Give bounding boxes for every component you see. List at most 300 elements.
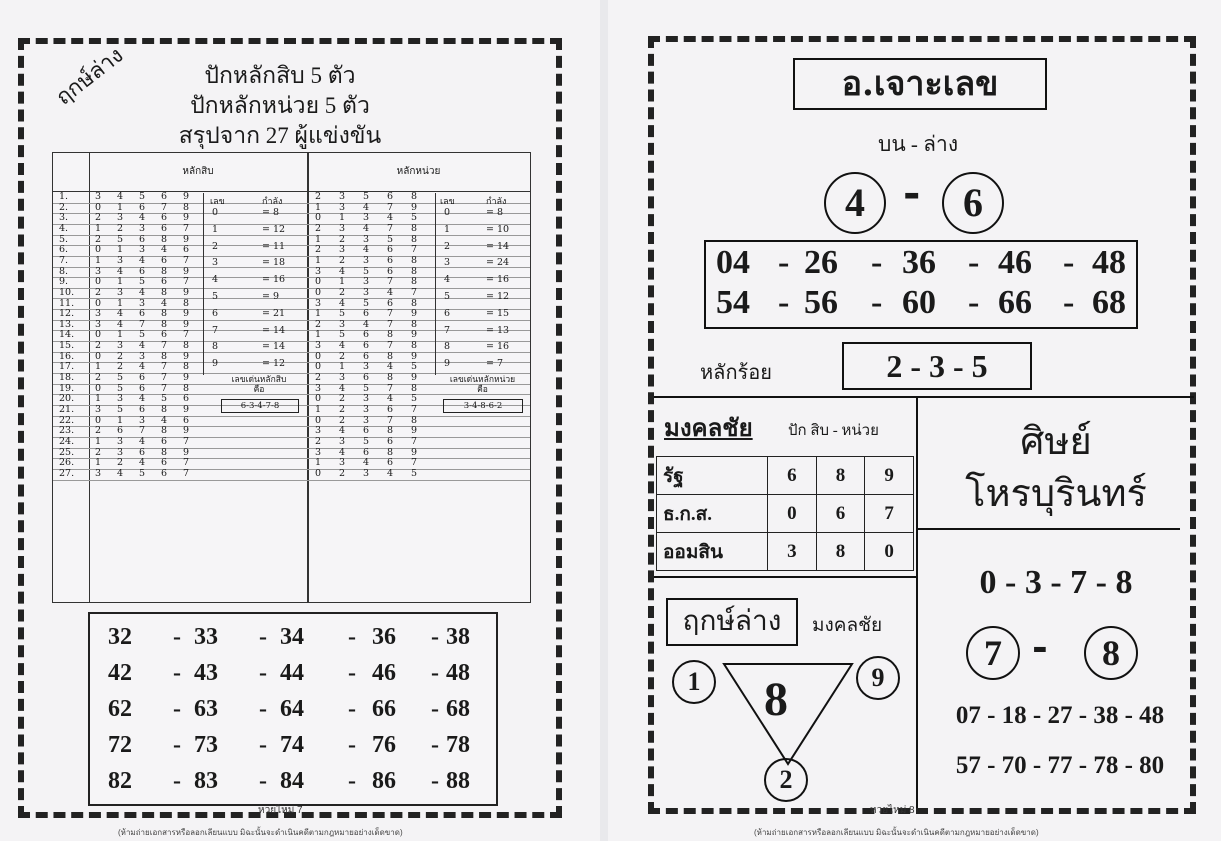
strength-digit: 3 xyxy=(444,257,451,269)
strength-digit: 8 xyxy=(444,341,451,353)
tens-digit: 3 xyxy=(139,297,146,309)
tens-digit: 6 xyxy=(117,425,124,437)
units-digit: 1 xyxy=(315,329,322,341)
grid-number: 48 xyxy=(1092,244,1126,281)
bottom-number: 44 xyxy=(280,660,304,686)
dash-separator: - xyxy=(431,696,439,722)
tens-digit: 8 xyxy=(183,201,190,213)
tens-digit: 3 xyxy=(117,286,124,298)
dash-separator: - xyxy=(173,696,181,722)
triangle-left: 1 xyxy=(672,660,716,704)
units-digit: 8 xyxy=(411,318,418,330)
tens-digit: 9 xyxy=(183,286,190,298)
tens-digit: 1 xyxy=(95,393,102,405)
bottom-number: 84 xyxy=(280,768,304,794)
tens-digit: 4 xyxy=(139,457,146,469)
units-digit: 3 xyxy=(363,361,370,373)
bottom-number: 86 xyxy=(372,768,396,794)
units-digit: 5 xyxy=(411,361,418,373)
tens-digit: 6 xyxy=(161,191,168,202)
units-digit: 7 xyxy=(411,404,418,415)
tens-digit: 7 xyxy=(183,467,190,479)
units-digit: 8 xyxy=(411,297,418,309)
units-digit: 8 xyxy=(411,382,418,394)
units-col-strength: กำลัง xyxy=(486,197,507,207)
units-digit: 9 xyxy=(411,201,418,213)
units-digit: 5 xyxy=(339,329,346,341)
tens-digit: 9 xyxy=(183,425,190,437)
dash-separator: - xyxy=(431,660,439,686)
bottom-row xyxy=(90,696,496,732)
tens-digit: 2 xyxy=(117,361,124,373)
units-digit: 0 xyxy=(315,286,322,298)
sin-line-2: โหรบุรินทร์ xyxy=(965,473,1147,515)
tens-digit: 7 xyxy=(183,222,190,234)
tens-digit: 2 xyxy=(95,233,102,245)
copyright-footer: (ห้ามถ่ายเอกสารหรือลอกเลียนแบบ มิฉะนั้นจะดำเนินคดีตามกฎหมายอย่างเด็ดขาด) xyxy=(754,828,1039,837)
bottom-number-box xyxy=(88,612,498,806)
tens-digit: 4 xyxy=(161,297,168,309)
units-digit: 5 xyxy=(363,297,370,309)
bank-name: รัฐ xyxy=(657,457,768,495)
tens-digit: 2 xyxy=(117,222,124,234)
mongkol-row xyxy=(657,533,914,571)
row-number: 8. xyxy=(59,265,69,277)
tens-digit: 6 xyxy=(161,222,168,234)
triangle-bottom: 2 xyxy=(764,758,808,802)
dash-separator: - xyxy=(348,660,356,686)
tens-digit: 9 xyxy=(183,372,190,384)
tens-digit: 1 xyxy=(117,276,124,288)
page-title: อ.เจาะเลข xyxy=(793,58,1047,110)
tens-digit: 4 xyxy=(161,244,168,256)
tens-digit: 2 xyxy=(117,457,124,469)
strength-digit: 5 xyxy=(444,291,451,302)
units-digit: 2 xyxy=(339,254,346,266)
dash-separator: - xyxy=(173,768,181,794)
dash-separator: - xyxy=(968,244,980,281)
dash-separator: - xyxy=(348,768,356,794)
tens-digit: 3 xyxy=(95,467,102,479)
units-digit: 1 xyxy=(339,276,346,288)
tens-digit: 7 xyxy=(161,361,168,373)
tens-digit: 5 xyxy=(139,329,146,341)
units-digit: 9 xyxy=(411,425,418,437)
strength-value: = 16 xyxy=(486,274,510,286)
bottom-row xyxy=(90,660,496,696)
dash-separator: - xyxy=(348,696,356,722)
strength-digit: 9 xyxy=(444,358,451,370)
strength-digit: 6 xyxy=(212,307,219,319)
strength-value: = 24 xyxy=(486,257,510,269)
fortune-label: ฤกษ์ล่าง xyxy=(666,598,798,646)
row-number: 24. xyxy=(59,435,75,447)
tens-digit: 6 xyxy=(183,244,190,256)
tens-digit: 6 xyxy=(161,435,168,447)
tens-digit: 3 xyxy=(95,191,102,202)
tens-digit: 3 xyxy=(139,350,146,362)
tens-digit: 9 xyxy=(183,404,190,415)
tens-digit: 0 xyxy=(95,201,102,213)
mongkol-subtitle: ปัก สิบ - หน่วย xyxy=(788,423,879,439)
tens-digit: 1 xyxy=(95,361,102,373)
mongkol-digit: 8 xyxy=(816,457,865,495)
tens-digit: 3 xyxy=(139,222,146,234)
units-digit: 7 xyxy=(411,286,418,298)
grid-number: 68 xyxy=(1092,284,1126,321)
strength-value: = 7 xyxy=(486,358,504,370)
tens-digit: 7 xyxy=(183,329,190,341)
page-number: หวยไหม่ 8 xyxy=(870,805,915,816)
row-number: 9. xyxy=(59,276,69,288)
units-digit: 0 xyxy=(315,212,322,224)
units-digit: 4 xyxy=(363,244,370,256)
strength-value: = 12 xyxy=(262,358,286,370)
units-digit: 7 xyxy=(387,201,394,213)
units-digit: 3 xyxy=(315,382,322,394)
strength-digit: 0 xyxy=(212,207,219,218)
tens-digit: 6 xyxy=(183,393,190,405)
strength-value: = 16 xyxy=(486,341,510,353)
tens-digit: 7 xyxy=(161,382,168,394)
units-digit: 4 xyxy=(339,382,346,394)
units-digit: 8 xyxy=(387,350,394,362)
units-digit: 2 xyxy=(315,191,322,202)
tens-digit: 7 xyxy=(161,340,168,352)
triangle-right: 9 xyxy=(856,656,900,700)
units-digit: 4 xyxy=(363,222,370,234)
grid-number: 46 xyxy=(998,244,1032,281)
units-digit: 2 xyxy=(339,467,346,479)
strength-digit: 8 xyxy=(212,341,219,353)
page-number: หวยไหม่ 7 xyxy=(258,805,303,816)
units-digit: 4 xyxy=(363,457,370,469)
units-digit: 6 xyxy=(363,425,370,437)
tens-digit: 8 xyxy=(183,297,190,309)
units-digit: 6 xyxy=(387,244,394,256)
row-number: 10. xyxy=(59,286,75,298)
units-digit: 7 xyxy=(387,414,394,426)
units-digit: 7 xyxy=(387,318,394,330)
tens-digit: 8 xyxy=(161,404,168,415)
tens-digit: 4 xyxy=(139,254,146,266)
units-digit: 8 xyxy=(387,446,394,458)
tens-digit: 3 xyxy=(95,308,102,320)
units-digit: 5 xyxy=(363,382,370,394)
units-digit: 8 xyxy=(411,414,418,426)
sin-line-1: ศิษย์ xyxy=(1020,421,1092,463)
tens-strength-panel xyxy=(203,193,308,375)
units-digit: 2 xyxy=(339,286,346,298)
number-grid-box xyxy=(704,240,1138,329)
bottom-number: 43 xyxy=(194,660,218,686)
units-digit: 1 xyxy=(339,212,346,224)
tens-digit: 6 xyxy=(139,265,146,277)
tens-digit: 4 xyxy=(139,393,146,405)
tens-digit: 3 xyxy=(95,265,102,277)
dash-separator: - xyxy=(259,696,267,722)
row-number: 21. xyxy=(59,404,75,415)
units-digit: 7 xyxy=(411,435,418,447)
tens-digit: 6 xyxy=(139,382,146,394)
dash-separator: - xyxy=(871,244,883,281)
mongkol-digit: 9 xyxy=(865,457,914,495)
units-digit: 0 xyxy=(315,350,322,362)
strength-digit: 2 xyxy=(212,240,219,252)
tens-digit: 0 xyxy=(95,382,102,394)
units-digit: 6 xyxy=(363,340,370,352)
bottom-number: 78 xyxy=(446,732,470,758)
units-digit: 6 xyxy=(387,254,394,266)
tens-digit: 3 xyxy=(117,340,124,352)
heading-line-3: สรุปจาก 27 ผู้แข่งขัน xyxy=(178,123,382,148)
bottom-number: 76 xyxy=(372,732,396,758)
tens-digit: 4 xyxy=(139,340,146,352)
row-number: 18. xyxy=(59,372,75,384)
bottom-number: 33 xyxy=(194,624,218,650)
units-digit: 6 xyxy=(363,329,370,341)
mongkol-digit: 0 xyxy=(865,533,914,571)
tens-digit: 1 xyxy=(117,414,124,426)
strength-digit: 4 xyxy=(444,274,451,286)
bottom-number: 72 xyxy=(108,732,132,758)
strength-value: = 8 xyxy=(486,207,504,218)
row-number: 14. xyxy=(59,329,75,341)
dash-separator: - xyxy=(1063,244,1075,281)
units-digit: 2 xyxy=(339,233,346,245)
sin-set: 0 - 3 - 7 - 8 xyxy=(979,564,1133,601)
tens-digit: 8 xyxy=(183,340,190,352)
units-digit: 3 xyxy=(363,254,370,266)
tens-digit: 0 xyxy=(95,350,102,362)
units-digit: 5 xyxy=(411,212,418,224)
bottom-number: 42 xyxy=(108,660,132,686)
units-digit: 6 xyxy=(387,457,394,469)
units-digit: 2 xyxy=(315,222,322,234)
units-strength-panel xyxy=(435,193,531,375)
dash-separator: - xyxy=(431,732,439,758)
grid-number: 36 xyxy=(902,244,936,281)
units-digit: 6 xyxy=(387,265,394,277)
bottom-number: 38 xyxy=(446,624,470,650)
dash-separator: - xyxy=(259,768,267,794)
dash-separator: - xyxy=(259,732,267,758)
row-number: 20. xyxy=(59,393,75,405)
strength-digit: 1 xyxy=(444,223,451,235)
bottom-row xyxy=(90,768,496,804)
tens-digit: 9 xyxy=(183,350,190,362)
units-digit: 2 xyxy=(339,404,346,415)
row-number: 26. xyxy=(59,457,75,469)
units-digit: 3 xyxy=(339,191,346,202)
bottom-number: 82 xyxy=(108,768,132,794)
strength-digit: 9 xyxy=(212,358,219,370)
row-number: 3. xyxy=(59,212,69,224)
tens-col-strength: กำลัง xyxy=(262,197,283,207)
mongkol-digit: 3 xyxy=(768,533,817,571)
strength-digit: 5 xyxy=(212,291,219,302)
units-digit: 3 xyxy=(339,222,346,234)
tens-digit: 3 xyxy=(117,212,124,224)
tens-digit: 6 xyxy=(161,457,168,469)
tens-digit: 1 xyxy=(95,457,102,469)
row-number: 19. xyxy=(59,382,75,394)
strength-value: = 8 xyxy=(262,207,280,218)
mongkol-digit: 8 xyxy=(816,533,865,571)
units-digit: 6 xyxy=(363,372,370,384)
units-digit: 3 xyxy=(363,212,370,224)
units-digit: 2 xyxy=(315,372,322,384)
tens-digit: 6 xyxy=(139,308,146,320)
units-digit: 3 xyxy=(315,446,322,458)
sin-pair-dash: - xyxy=(1032,624,1048,669)
bottom-number: 32 xyxy=(108,624,132,650)
dash-separator: - xyxy=(431,768,439,794)
tens-digit: 9 xyxy=(183,191,190,202)
tens-digit: 2 xyxy=(95,372,102,384)
units-digit: 9 xyxy=(411,446,418,458)
units-digit: 4 xyxy=(387,467,394,479)
units-digit: 0 xyxy=(315,361,322,373)
units-digit: 2 xyxy=(339,393,346,405)
units-header: หลักหน่วย xyxy=(307,153,530,192)
units-digit: 3 xyxy=(339,244,346,256)
tens-digit: 5 xyxy=(117,382,124,394)
bottom-number: 88 xyxy=(446,768,470,794)
dash-separator: - xyxy=(259,660,267,686)
strength-digit: 6 xyxy=(444,307,451,319)
fortune-sub: มงคลชัย xyxy=(812,615,883,636)
row-number: 12. xyxy=(59,308,75,320)
tens-col-digit: เลข xyxy=(210,197,225,207)
tens-digit: 4 xyxy=(117,308,124,320)
units-digit: 3 xyxy=(363,233,370,245)
units-digit: 3 xyxy=(315,425,322,437)
heading-line-2: ปักหลักหน่วย 5 ตัว xyxy=(190,93,370,118)
tens-digit: 4 xyxy=(117,191,124,202)
bottom-number: 36 xyxy=(372,624,396,650)
tens-digit: 0 xyxy=(95,244,102,256)
row-number: 7. xyxy=(59,254,69,266)
tens-digit: 6 xyxy=(161,329,168,341)
dash-separator: - xyxy=(431,624,439,650)
units-digit: 4 xyxy=(363,201,370,213)
units-digit: 3 xyxy=(339,372,346,384)
dash-separator: - xyxy=(173,732,181,758)
units-digit: 6 xyxy=(387,404,394,415)
units-digit: 3 xyxy=(363,404,370,415)
bottom-number: 48 xyxy=(446,660,470,686)
page-left xyxy=(0,0,600,841)
tens-digit: 1 xyxy=(95,435,102,447)
units-digit: 5 xyxy=(387,233,394,245)
tens-digit: 7 xyxy=(183,435,190,447)
tens-digit: 6 xyxy=(183,414,190,426)
tens-digit: 8 xyxy=(183,361,190,373)
units-digit: 7 xyxy=(387,308,394,320)
tens-digit: 4 xyxy=(139,286,146,298)
tens-digit: 5 xyxy=(139,467,146,479)
tens-digit: 8 xyxy=(161,446,168,458)
strength-value: = 9 xyxy=(262,291,280,302)
tens-digit: 1 xyxy=(117,329,124,341)
tens-digit: 1 xyxy=(117,201,124,213)
tens-digit: 2 xyxy=(95,212,102,224)
row-number: 6. xyxy=(59,244,69,256)
units-digit: 8 xyxy=(387,329,394,341)
tens-digit: 7 xyxy=(161,372,168,384)
units-digit: 7 xyxy=(387,382,394,394)
triangle-shape xyxy=(718,660,858,770)
units-digit: 2 xyxy=(339,414,346,426)
units-digit: 2 xyxy=(339,350,346,362)
bottom-number: 66 xyxy=(372,696,396,722)
units-digit: 6 xyxy=(363,308,370,320)
tens-digit: 6 xyxy=(161,254,168,266)
pair-dash: - xyxy=(903,168,921,217)
dash-separator: - xyxy=(259,624,267,650)
units-digit: 3 xyxy=(363,414,370,426)
units-digit: 0 xyxy=(315,467,322,479)
dash-separator: - xyxy=(968,284,980,321)
hundreds-label: หลักร้อย xyxy=(700,362,773,384)
tens-digit: 3 xyxy=(139,414,146,426)
sin-pair-2: 8 xyxy=(1084,626,1138,680)
units-digit: 3 xyxy=(339,435,346,447)
row-number: 1. xyxy=(59,191,69,202)
subtitle: บน - ล่าง xyxy=(878,132,959,156)
strength-value: = 11 xyxy=(262,240,286,252)
units-digit: 4 xyxy=(387,393,394,405)
grid-number: 66 xyxy=(998,284,1032,321)
strength-digit: 2 xyxy=(444,240,451,252)
units-digit: 9 xyxy=(411,350,418,362)
units-digit: 3 xyxy=(315,340,322,352)
units-digit: 5 xyxy=(339,308,346,320)
tens-digit: 4 xyxy=(117,318,124,330)
strength-value: = 14 xyxy=(486,240,510,252)
row-number: 11. xyxy=(59,297,75,309)
units-digit: 0 xyxy=(315,393,322,405)
sin-pair-1: 7 xyxy=(966,626,1020,680)
tens-digit: 3 xyxy=(117,435,124,447)
tens-digit: 5 xyxy=(161,393,168,405)
strength-digit: 7 xyxy=(212,324,219,336)
units-digit: 5 xyxy=(363,435,370,447)
units-digit: 3 xyxy=(315,297,322,309)
bank-name: ออมสิน xyxy=(657,533,768,571)
units-digit: 4 xyxy=(339,340,346,352)
strength-value: = 21 xyxy=(262,307,286,319)
tens-digit: 9 xyxy=(183,265,190,277)
row-number: 15. xyxy=(59,340,75,352)
units-digit: 3 xyxy=(339,318,346,330)
tens-digit: 3 xyxy=(139,244,146,256)
tens-digit: 2 xyxy=(117,350,124,362)
pair-circle-1: 4 xyxy=(824,172,886,234)
units-digit: 8 xyxy=(411,276,418,288)
units-digit: 3 xyxy=(363,393,370,405)
units-digit: 3 xyxy=(363,286,370,298)
dash-separator: - xyxy=(348,624,356,650)
tens-digit: 8 xyxy=(161,318,168,330)
tens-digit: 4 xyxy=(139,361,146,373)
units-digit: 1 xyxy=(315,201,322,213)
dash-separator: - xyxy=(173,660,181,686)
tens-digit: 7 xyxy=(161,201,168,213)
stats-table xyxy=(52,152,531,603)
tens-digit: 2 xyxy=(95,340,102,352)
